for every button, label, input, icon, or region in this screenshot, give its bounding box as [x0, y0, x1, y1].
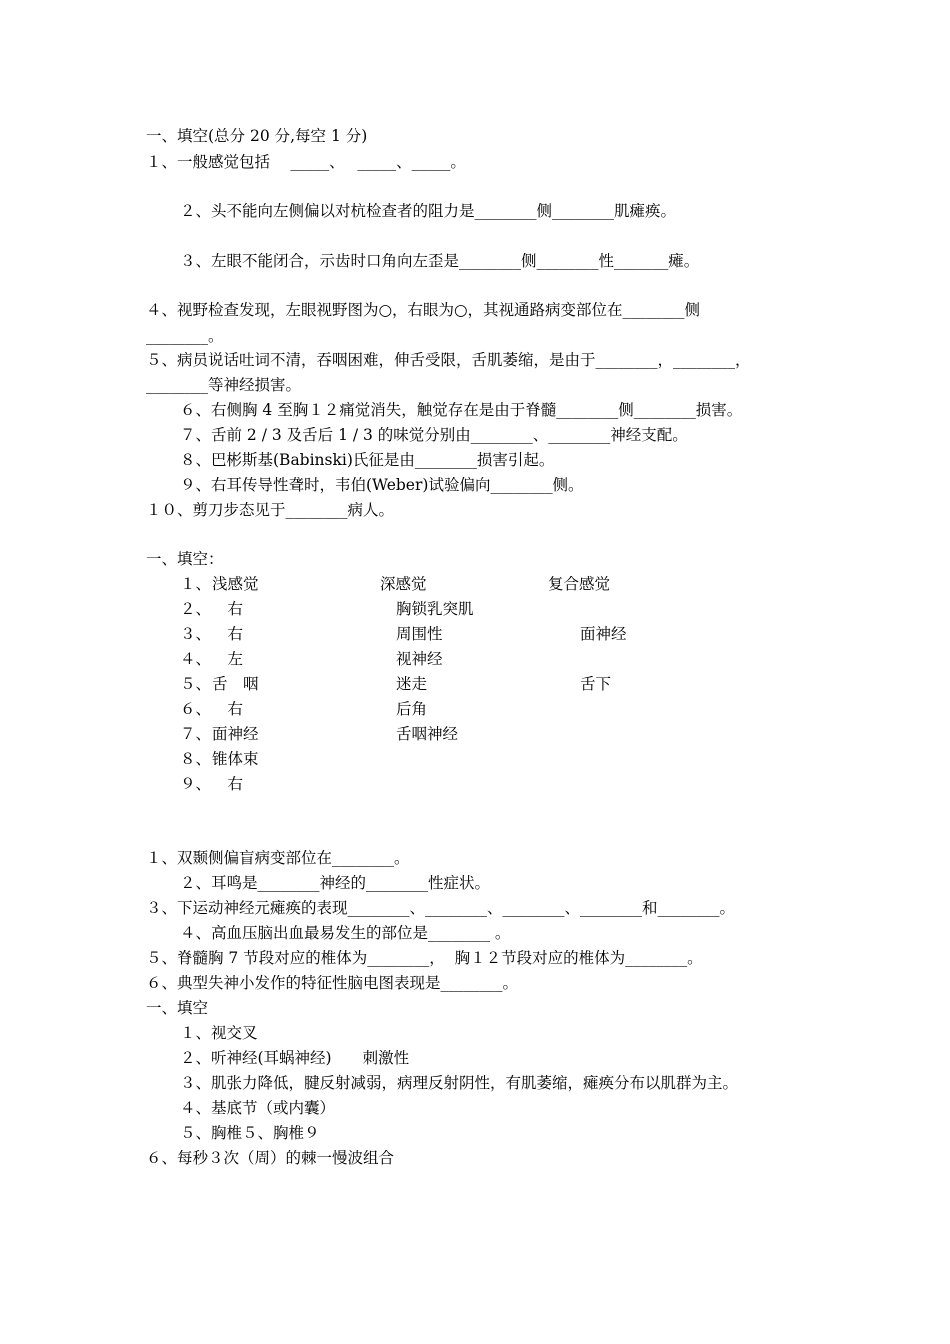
question-8: ８、巴彬斯基(Babinski)氏征是由________损害引起。: [180, 451, 555, 469]
question-5-line1: ５、病员说话吐词不清，吞咽困难，伸舌受限，舌肌萎缩，是由于________，________，: [146, 351, 751, 369]
answer-c: 复合感觉: [548, 575, 611, 593]
answer-num: １、: [180, 575, 212, 593]
s2-answer-4: ４、基底节（或内囊）: [180, 1099, 336, 1117]
question-1: １、一般感觉包括 _____、 _____、_____。: [146, 153, 466, 171]
question-3: ３、左眼不能闭合，示齿时口角向左歪是________侧________性_______瘫。: [180, 252, 700, 270]
answer-a: 右: [212, 775, 244, 793]
answer-b: 舌咽神经: [396, 725, 459, 743]
answer-b: 胸锁乳突肌: [396, 600, 474, 618]
s2-answer-5: ５、胸椎５、胸椎９: [180, 1124, 320, 1142]
answer-num: ５、: [180, 675, 212, 693]
answer-a: 面神经: [212, 725, 259, 743]
answers1-heading: 一、填空：: [146, 550, 224, 568]
s2-answer-3: ３、肌张力降低，腱反射减弱，病理反射阴性，有肌萎缩，瘫痪分布以肌群为主。: [180, 1074, 739, 1092]
answer-b: 后角: [396, 700, 428, 718]
question-2: ２、头不能向左侧偏以对杭检查者的阻力是________侧________肌瘫痪。: [180, 202, 677, 220]
answer-b: 视神经: [396, 650, 443, 668]
answer-b: 迷走: [396, 675, 428, 693]
question-6: ６、右侧胸 4 至胸１２痛觉消失，触觉存在是由于脊髓________侧________损害。: [180, 401, 743, 419]
question-5-line2: ________等神经损害。: [146, 376, 302, 394]
question-4-line1: ４、视野检查发现，左眼视野图为○，右眼为○，其视通路病变部位在________侧: [146, 301, 701, 319]
section1-heading: 一、填空(总分 20 分,每空 1 分): [146, 127, 368, 145]
s2-answer-6: ６、每秒３次（周）的棘一慢波组合: [146, 1149, 395, 1167]
answer-a: 左: [212, 650, 244, 668]
s2-answer-2: ２、听神经(耳蜗神经) 刺激性: [180, 1049, 410, 1067]
question-4-line2: ________。: [146, 327, 224, 345]
answer-num: ８、: [180, 750, 212, 768]
question-7: ７、舌前 2 / 3 及舌后 1 / 3 的味觉分别由________、________神经支配。: [180, 426, 688, 444]
question-10: １０、剪刀步态见于________病人。: [146, 501, 395, 519]
answer-a: 右: [212, 625, 244, 643]
answer-b: 深感觉: [380, 575, 427, 593]
answer-a: 锥体束: [212, 750, 259, 768]
s2-question-1: １、双颞侧偏盲病变部位在________。: [146, 849, 410, 867]
s2-question-4: ４、高血压脑出血最易发生的部位是________ 。: [180, 924, 511, 942]
answer-b: 周围性: [396, 625, 443, 643]
answer-num: ７、: [180, 725, 212, 743]
answer-num: ３、: [180, 625, 212, 643]
answer-a: 右: [212, 600, 244, 618]
question-9: ９、右耳传导性聋时，韦伯(Weber)试验偏向________侧。: [180, 476, 584, 494]
answer-num: ６、: [180, 700, 212, 718]
s2-question-5: ５、脊髓胸 7 节段对应的椎体为________， 胸１２节段对应的椎体为________。: [146, 949, 703, 967]
answer-c: 面神经: [580, 625, 627, 643]
s2-question-2: ２、耳鸣是________神经的________性症状。: [180, 874, 491, 892]
answer-a: 右: [212, 700, 244, 718]
s2-question-6: ６、典型失神小发作的特征性脑电图表现是________。: [146, 974, 519, 992]
answers2-heading: 一、填空: [146, 999, 209, 1017]
answer-c: 舌下: [580, 675, 612, 693]
s2-question-3: ３、下运动神经元瘫痪的表现________、________、________、________和________。: [146, 899, 736, 917]
answer-a: 舌 咽: [212, 675, 259, 693]
answer-num: ４、: [180, 650, 212, 668]
answer-a: 浅感觉: [212, 575, 259, 593]
answer-num: ９、: [180, 775, 212, 793]
answer-num: ２、: [180, 600, 212, 618]
s2-answer-1: １、视交叉: [180, 1024, 258, 1042]
